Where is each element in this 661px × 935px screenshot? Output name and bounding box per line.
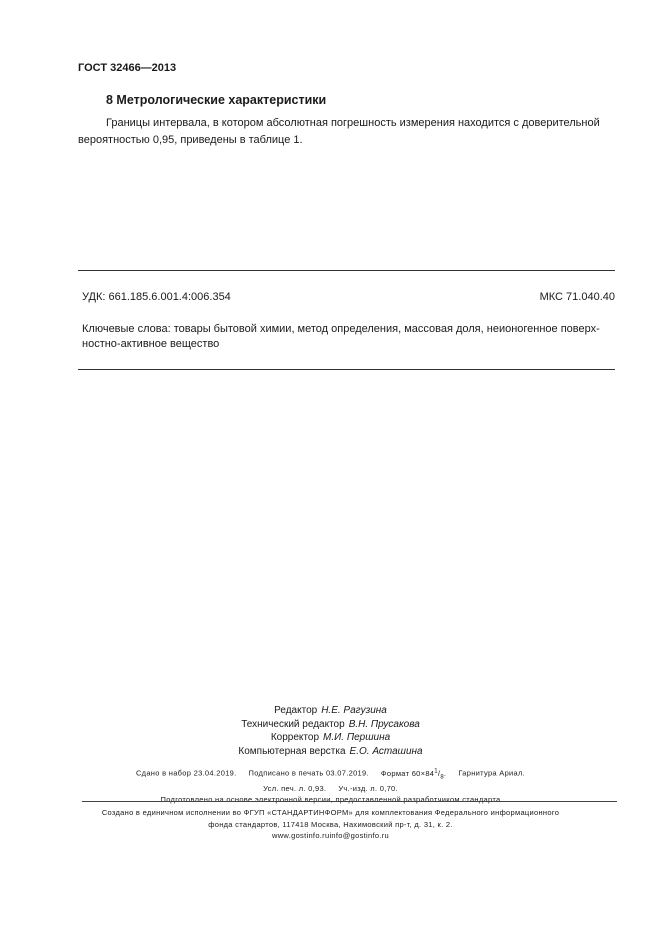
edition-sheets: Уч.-изд. л. 0,70. [338,784,398,793]
footer-contacts [0,830,661,842]
typeface: Гарнитура Ариал. [458,768,526,778]
footer-line-1: Создано в единичном исполнении во ФГУП «СТАНДАРТИНФОРМ» для комплектования Федерального информационного [101,808,560,817]
section-paragraph [78,115,615,149]
credit-role: Корректор [270,732,320,743]
signed-date: Подписано в печать 03.07.2019. [248,768,369,778]
credit-name: В.Н. Прусакова [348,718,420,730]
mks-code: МКС 71.040.40 [539,291,615,303]
sent-date: Сдано в набор 23.04.2019. [135,768,237,778]
credit-role: Редактор [274,705,318,716]
section-heading: 8 Метрологические характеристики [106,93,327,107]
publication-line-2 [0,783,661,794]
paragraph-line-1: Границы интервала, в котором абсолютная погрешность измерения находится с доверительной [106,117,600,129]
publication-info [0,766,661,805]
credit-editor [0,704,661,718]
document-code: ГОСТ 32466—2013 [78,62,177,74]
credit-layout [0,745,661,759]
credit-tech-editor [0,718,661,732]
credit-name: Н.Е. Рагузина [321,705,387,716]
keywords-line-2: ностно-активное вещество [82,338,220,350]
paper-format: Формат $60\times 84^1/_8$. [380,768,447,780]
credit-role: Компьютерная верстка [238,745,346,757]
divider-top [78,270,615,271]
prepared-note: Подготовлено на основе электронной версии, предоставленной разработчиком стандарта [160,795,501,804]
credit-name: Е.О. Асташина [349,745,423,757]
print-sheets: Усл. печ. л. 0,93. [263,784,327,793]
credit-role: Технический редактор [241,718,345,730]
credits-block [0,704,661,758]
divider-footer [82,801,617,802]
keywords-line-1: Ключевые слова: товары бытовой химии, метод определения, массовая доля, неионогенное поверх- [82,323,600,335]
publication-line-1 [0,766,661,783]
email-link[interactable]: info@gostinfo.ru [329,831,389,840]
udk-code: УДК: 661.185.6.001.4:006.354 [82,291,231,303]
paragraph-line-2: вероятностью 0,95, приведены в таблице 1. [78,134,303,146]
website-link[interactable]: www.gostinfo.ru [272,831,330,840]
credit-name: М.И. Першина [323,732,391,743]
keywords [82,322,612,352]
footer-line-2: фонда стандартов, 117418 Москва, Нахимовский пр-т, д. 31, к. 2. [208,819,453,829]
footer [0,807,661,842]
divider-bottom [78,369,615,370]
credit-proofreader [0,731,661,745]
